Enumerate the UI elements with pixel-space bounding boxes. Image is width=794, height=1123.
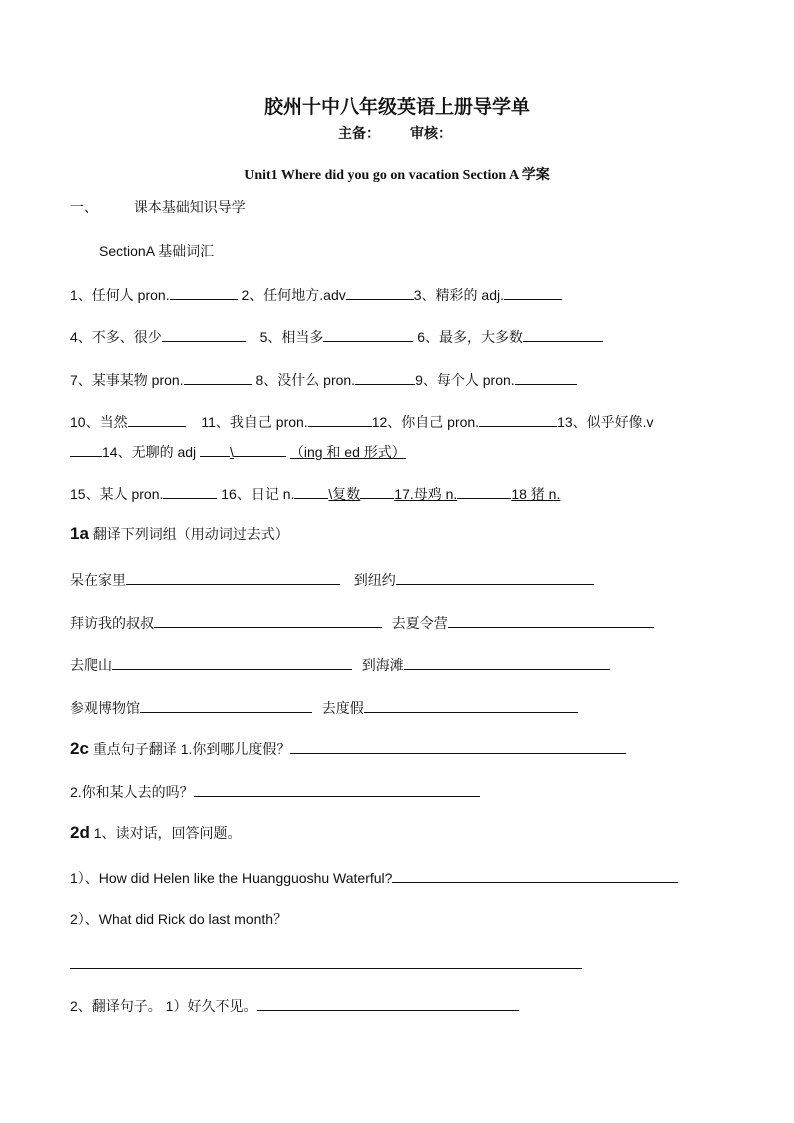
vocab-item-6: 6、最多，大多数 (417, 329, 524, 345)
answer-blank[interactable] (294, 484, 328, 499)
vocab-item-7: 7、某事某物 pron. (70, 372, 184, 388)
answer-line-row (70, 954, 582, 973)
question-row (70, 868, 678, 887)
phrase-row (70, 655, 610, 674)
vocab-row (70, 412, 654, 431)
answer-blank[interactable] (154, 613, 382, 628)
answer-blank[interactable] (404, 655, 610, 670)
answer-blank[interactable] (448, 613, 654, 628)
phrase-label: 到海滩 (361, 657, 404, 673)
vocab-item-16: 16、日记 n. (221, 486, 295, 502)
vocab-row (70, 285, 562, 304)
section-label: 1a (70, 524, 89, 543)
answer-blank[interactable] (112, 655, 352, 670)
vocab-item-1: 1、任何人 pron. (70, 287, 170, 303)
unit-title: Unit1 Where did you go on vacation Section A 学案 (244, 168, 550, 183)
part1-number: 一、 (70, 199, 98, 215)
answer-blank[interactable] (184, 370, 252, 385)
reviewer-label: 审核： (410, 125, 452, 141)
answer-blank[interactable] (170, 285, 238, 300)
vocab-item-8: 8、没什么 pron. (255, 372, 356, 388)
vocab-item-3: 3、精彩的 adj. (413, 287, 504, 303)
phrase-label: 去爬山 (70, 657, 112, 673)
answer-blank[interactable] (360, 484, 394, 499)
answer-blank[interactable] (70, 954, 582, 969)
answer-blank[interactable] (70, 442, 102, 457)
vocab-item-11: 11、我自己 pron. (201, 414, 308, 430)
phrase-row (70, 698, 578, 717)
sentence-row (70, 782, 480, 801)
vocab-row (70, 327, 603, 346)
section-2d-heading (70, 824, 242, 842)
vocab-item-4: 4、不多、很少 (70, 329, 162, 345)
translate-prompt: 2、翻译句子。 1）好久不见。 (70, 998, 258, 1014)
phrase-label: 拜访我的叔叔 (70, 615, 154, 631)
vocab-item-12: 12、你自己 pron. (371, 414, 480, 430)
section-2c-heading (70, 739, 626, 758)
vocab-item-15: 15、某人 pron. (70, 486, 164, 502)
translate-row (70, 996, 519, 1015)
answer-blank[interactable] (162, 327, 246, 342)
answer-blank[interactable] (346, 285, 414, 300)
vocab-item-10: 10、当然 (70, 414, 128, 430)
part1-title: 课本基础知识导学 (133, 199, 246, 215)
part1-heading (70, 198, 246, 216)
vocab-subheading: SectionA 基础词汇 (99, 243, 215, 259)
phrase-label: 去夏令营 (391, 615, 448, 631)
answer-blank[interactable] (364, 698, 578, 713)
answer-blank[interactable] (308, 412, 372, 427)
answer-blank[interactable] (396, 570, 594, 585)
page-title: 胶州十中八年级英语上册导学单 (263, 97, 530, 118)
phrase-label: 呆在家里 (70, 572, 126, 588)
vocab-row (70, 484, 560, 503)
vocab-row (70, 442, 406, 461)
sentence-1-prompt: 重点句子翻译 1.你到哪儿度假？ (92, 741, 291, 757)
vocab-item-17: 17.母鸡 n. (394, 486, 458, 502)
vocab-item-18: 18 猪 n. (511, 486, 561, 502)
vocab-item-5: 5、相当多 (259, 329, 324, 345)
question-2: 2）、What did Rick do last month？ (70, 911, 288, 927)
phrase-label: 到纽约 (353, 572, 396, 588)
form-note: （ing 和 ed 形式） (289, 444, 406, 460)
vocab-plural: \复数 (328, 486, 361, 502)
answer-blank[interactable] (523, 327, 603, 342)
answer-blank[interactable] (290, 739, 626, 754)
answer-blank[interactable] (126, 570, 340, 585)
slash-separator: \ (230, 444, 234, 460)
answer-blank[interactable] (194, 782, 480, 797)
phrase-row (70, 613, 654, 632)
phrase-row (70, 570, 594, 589)
answer-blank[interactable] (355, 370, 415, 385)
sentence-2-prompt: 2.你和某人去的吗？ (70, 784, 194, 800)
answer-blank[interactable] (128, 412, 186, 427)
author-label: 主备： (338, 125, 380, 141)
question-row (70, 910, 287, 928)
section-label: 2d (70, 823, 90, 842)
vocab-item-2: 2、任何地方.adv (241, 287, 346, 303)
question-1: 1）、How did Helen like the Huangguoshu Waterful? (70, 870, 393, 886)
phrase-label: 参观博物馆 (70, 700, 140, 716)
answer-blank[interactable] (163, 484, 217, 499)
section-1a-heading (70, 525, 289, 543)
section-instruction: 翻译下列词组（用动词过去式） (92, 526, 289, 542)
answer-blank[interactable] (479, 412, 557, 427)
answer-blank[interactable] (234, 442, 286, 457)
answer-blank[interactable] (457, 484, 511, 499)
answer-blank[interactable] (323, 327, 413, 342)
vocab-item-9: 9、每个人 pron. (415, 372, 515, 388)
answer-blank[interactable] (257, 996, 519, 1011)
vocab-item-13: 13、似乎好像.v (557, 414, 654, 430)
answer-blank[interactable] (140, 698, 312, 713)
answer-blank[interactable] (504, 285, 562, 300)
section-label: 2c (70, 739, 89, 758)
answer-blank[interactable] (515, 370, 577, 385)
answer-blank[interactable] (392, 868, 678, 883)
answer-blank[interactable] (200, 442, 230, 457)
phrase-label: 去度假 (321, 700, 364, 716)
section-instruction: 1、读对话，回答问题。 (93, 825, 242, 841)
vocab-item-14: 14、无聊的 adj (102, 444, 197, 460)
vocab-row (70, 370, 577, 389)
